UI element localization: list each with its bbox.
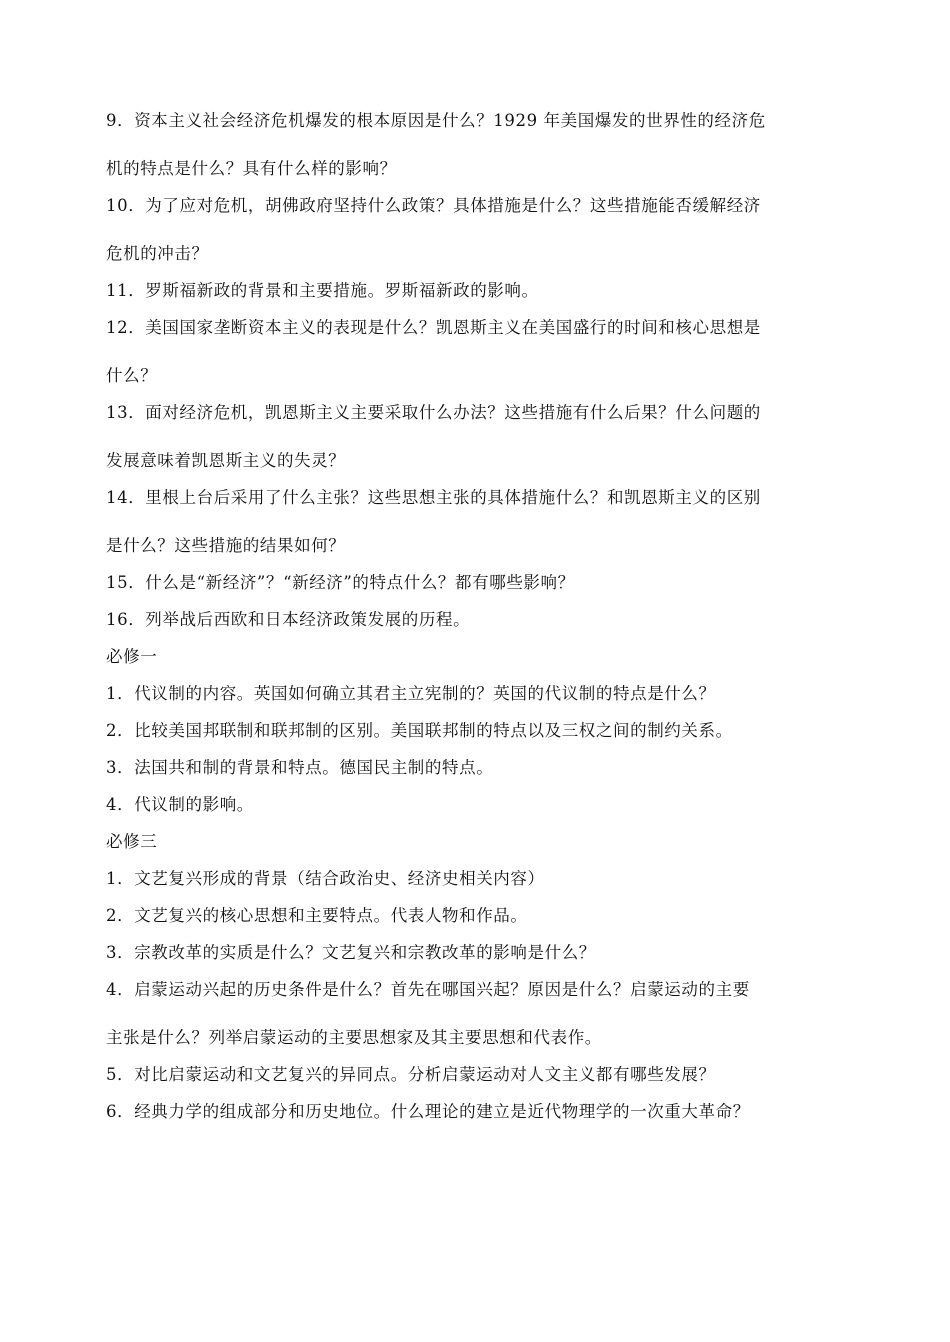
question-line: 危机的冲击？ (106, 244, 209, 263)
question-line: 9．资本主义社会经济危机爆发的根本原因是什么？1929 年美国爆发的世界性的经济危 (106, 111, 766, 130)
question-line: 10．为了应对危机，胡佛政府坚持什么政策？具体措施是什么？这些措施能否缓解经济 (106, 196, 761, 215)
question-line: 13．面对经济危机，凯恩斯主义主要采取什么办法？这些措施有什么后果？什么问题的 (106, 403, 761, 422)
question-line: 11．罗斯福新政的背景和主要措施。罗斯福新政的影响。 (106, 281, 539, 300)
question-line: 3．宗教改革的实质是什么？文艺复兴和宗教改革的影响是什么？ (106, 943, 596, 962)
question-line: 是什么？这些措施的结果如何？ (106, 536, 346, 555)
question-line: 12．美国国家垄断资本主义的表现是什么？凯恩斯主义在美国盛行的时间和核心思想是 (106, 318, 761, 337)
question-line: 14．里根上台后采用了什么主张？这些思想主张的具体措施什么？和凯恩斯主义的区别 (106, 488, 761, 507)
question-line: 主张是什么？列举启蒙运动的主要思想家及其主要思想和代表作。 (106, 1028, 602, 1047)
question-line: 1．代议制的内容。英国如何确立其君主立宪制的？英国的代议制的特点是什么？ (106, 684, 716, 703)
section-heading: 必修一 (106, 647, 158, 666)
section-heading: 必修三 (106, 832, 158, 851)
question-line: 2．文艺复兴的核心思想和主要特点。代表人物和作品。 (106, 906, 528, 925)
question-line: 4．启蒙运动兴起的历史条件是什么？首先在哪国兴起？原因是什么？启蒙运动的主要 (106, 980, 750, 999)
question-line: 机的特点是什么？具有什么样的影响？ (106, 159, 397, 178)
question-line: 什么？ (106, 366, 158, 385)
question-line: 1．文艺复兴形成的背景（结合政治史、经济史相关内容） (106, 869, 545, 888)
question-line: 发展意味着凯恩斯主义的失灵？ (106, 451, 346, 470)
question-line: 2．比较美国邦联制和联邦制的区别。美国联邦制的特点以及三权之间的制约关系。 (106, 721, 733, 740)
question-line: 16．列举战后西欧和日本经济政策发展的历程。 (106, 610, 471, 629)
question-line: 4．代议制的影响。 (106, 795, 254, 814)
question-line: 3．法国共和制的背景和特点。德国民主制的特点。 (106, 758, 494, 777)
document-page (106, 102, 848, 1130)
question-line: 15．什么是“新经济”？“新经济”的特点什么？都有哪些影响？ (106, 573, 575, 592)
question-line: 6．经典力学的组成部分和历史地位。什么理论的建立是近代物理学的一次重大革命？ (106, 1102, 750, 1121)
question-line: 5．对比启蒙运动和文艺复兴的异同点。分析启蒙运动对人文主义都有哪些发展？ (106, 1065, 716, 1084)
